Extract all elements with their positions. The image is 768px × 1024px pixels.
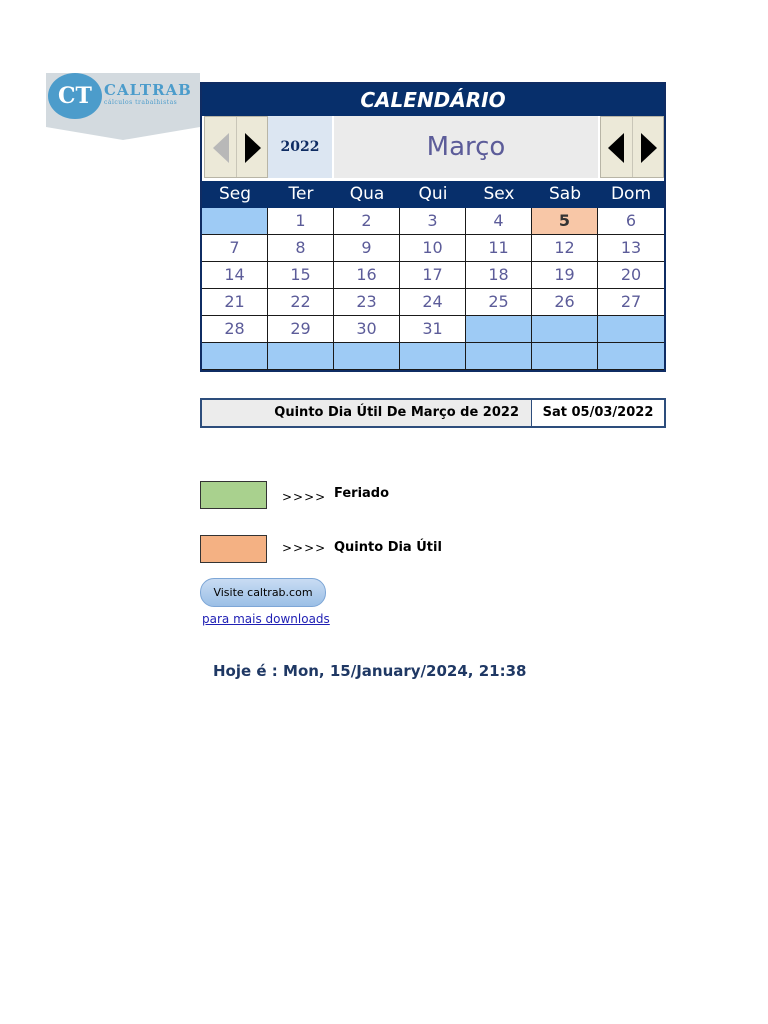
- calendar-day-27[interactable]: 27: [598, 289, 664, 316]
- calendar-day-23[interactable]: 23: [334, 289, 400, 316]
- chevron-left-icon: [213, 133, 229, 163]
- legend-arrow: >>>>: [282, 541, 327, 555]
- visit-caltrab-button[interactable]: Visite caltrab.com: [200, 578, 326, 607]
- weekday-ter: Ter: [288, 184, 314, 204]
- weekday-header: [202, 181, 664, 208]
- calendar-day-16[interactable]: 16: [334, 262, 400, 289]
- calendar-nav-row: [202, 116, 664, 181]
- weekday-sex: Sex: [483, 184, 515, 204]
- calendar-day-14[interactable]: 14: [202, 262, 268, 289]
- calendar-day-3[interactable]: 3: [400, 208, 466, 235]
- calendar-empty-cell: [334, 343, 400, 370]
- legend-label-holiday: Feriado: [334, 486, 390, 501]
- calendar-empty-cell: [532, 343, 598, 370]
- weekday-sab: Sab: [549, 184, 581, 204]
- logo-name: CALTRAB: [104, 81, 192, 99]
- month-next-button[interactable]: [632, 117, 663, 177]
- legend-label-fifth-day: Quinto Dia Útil: [334, 540, 442, 555]
- today-timestamp: Hoje é : Mon, 15/January/2024, 21:38: [213, 662, 527, 680]
- calendar-day-4[interactable]: 4: [466, 208, 532, 235]
- calendar-day-28[interactable]: 28: [202, 316, 268, 343]
- year-next-button[interactable]: [236, 117, 267, 177]
- weekday-seg: Seg: [218, 184, 252, 204]
- logo-initials: CT: [48, 73, 102, 119]
- calendar-empty-cell: [532, 316, 598, 343]
- fifth-day-summary: [200, 398, 666, 428]
- caltrab-logo: [46, 73, 200, 140]
- legend-swatch-fifth-day: [200, 535, 267, 563]
- calendar-day-17[interactable]: 17: [400, 262, 466, 289]
- calendar-day-26[interactable]: 26: [532, 289, 598, 316]
- calendar-empty-cell: [400, 343, 466, 370]
- calendar-day-22[interactable]: 22: [268, 289, 334, 316]
- calendar-day-5[interactable]: 5: [532, 208, 598, 235]
- calendar-day-20[interactable]: 20: [598, 262, 664, 289]
- summary-value: Sat 05/03/2022: [532, 400, 664, 426]
- logo-tagline: cálculos trabalhistas: [104, 99, 178, 106]
- calendar-grid: [202, 208, 664, 370]
- calendar-day-6[interactable]: 6: [598, 208, 664, 235]
- calendar-empty-cell: [598, 343, 664, 370]
- calendar-day-8[interactable]: 8: [268, 235, 334, 262]
- calendar: [200, 82, 666, 372]
- weekday-qua: Qua: [349, 184, 385, 204]
- year-display: 2022: [268, 116, 332, 178]
- month-display: Março: [334, 116, 598, 178]
- calendar-empty-cell: [466, 343, 532, 370]
- weekday-qui: Qui: [418, 184, 448, 204]
- calendar-day-1[interactable]: 1: [268, 208, 334, 235]
- chevron-right-icon: [245, 133, 261, 163]
- calendar-empty-cell: [202, 343, 268, 370]
- calendar-day-30[interactable]: 30: [334, 316, 400, 343]
- calendar-day-24[interactable]: 24: [400, 289, 466, 316]
- calendar-day-2[interactable]: 2: [334, 208, 400, 235]
- calendar-day-7[interactable]: 7: [202, 235, 268, 262]
- chevron-left-icon: [608, 133, 624, 163]
- calendar-title: CALENDÁRIO: [202, 84, 664, 116]
- calendar-day-11[interactable]: 11: [466, 235, 532, 262]
- calendar-day-19[interactable]: 19: [532, 262, 598, 289]
- calendar-day-10[interactable]: 10: [400, 235, 466, 262]
- legend-swatch-holiday: [200, 481, 267, 509]
- weekday-dom: Dom: [610, 184, 652, 204]
- calendar-day-25[interactable]: 25: [466, 289, 532, 316]
- year-spinner: [204, 116, 268, 178]
- month-prev-button[interactable]: [601, 117, 633, 177]
- calendar-day-21[interactable]: 21: [202, 289, 268, 316]
- calendar-empty-cell: [268, 343, 334, 370]
- calendar-empty-cell: [466, 316, 532, 343]
- logo-tail: [46, 127, 200, 140]
- year-prev-button[interactable]: [205, 117, 237, 177]
- calendar-day-18[interactable]: 18: [466, 262, 532, 289]
- month-spinner: [600, 116, 664, 178]
- calendar-day-12[interactable]: 12: [532, 235, 598, 262]
- calendar-day-29[interactable]: 29: [268, 316, 334, 343]
- calendar-day-13[interactable]: 13: [598, 235, 664, 262]
- calendar-day-9[interactable]: 9: [334, 235, 400, 262]
- legend-arrow: >>>>: [282, 490, 327, 504]
- chevron-right-icon: [641, 133, 657, 163]
- summary-label: Quinto Dia Útil De Março de 2022: [202, 400, 532, 426]
- calendar-empty-cell: [202, 208, 268, 235]
- downloads-link[interactable]: para mais downloads: [202, 612, 330, 626]
- calendar-day-31[interactable]: 31: [400, 316, 466, 343]
- calendar-empty-cell: [598, 316, 664, 343]
- calendar-day-15[interactable]: 15: [268, 262, 334, 289]
